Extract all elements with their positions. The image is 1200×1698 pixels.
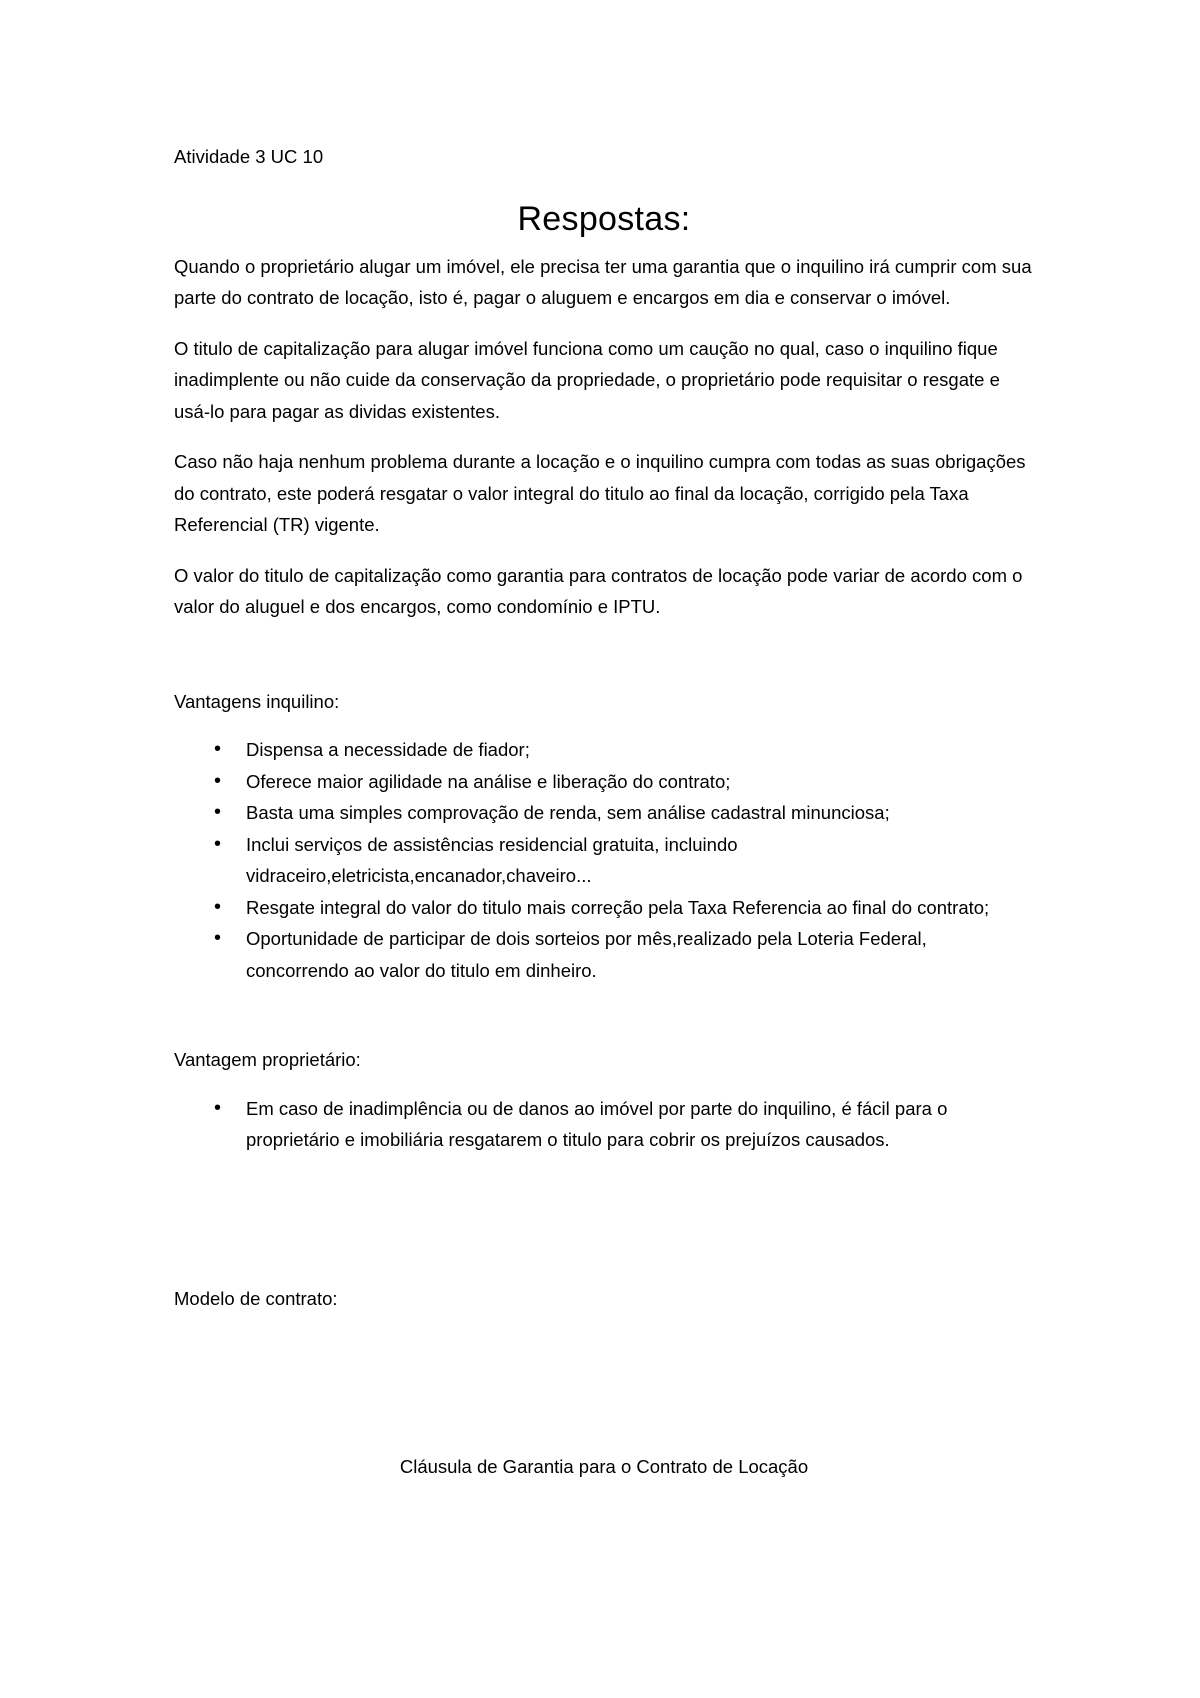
tenant-advantages-list xyxy=(174,734,1034,986)
paragraph-value: O valor do titulo de capitalização como garantia para contratos de locação pode variar de acordo com o valor do aluguel e dos encargos, como condomínio e IPTU. xyxy=(174,564,1023,617)
list-item-text: Em caso de inadimplência ou de danos ao imóvel por parte do inquilino, é fácil para o proprietário e imobiliária resgatarem o titulo para cobrir os prejuízos causados. xyxy=(246,1097,948,1150)
paragraph-guarantee: Quando o proprietário alugar um imóvel, ele precisa ter uma garantia que o inquilino irá cumprir com sua parte do contrato de locação, isto é, pagar o aluguem e encargos em dia e conservar o imóvel. xyxy=(174,255,1032,308)
paragraph-capitalization-title: O titulo de capitalização para alugar imóvel funciona como um caução no qual, caso o inquilino fique inadimplente ou não cuide da conservação da propriedade, o proprietário pode requisitar o resgate e usá-lo para pagar as dividas existentes. xyxy=(174,337,1000,422)
bullet-icon: • xyxy=(214,895,222,918)
list-item-text: Basta uma simples comprovação de renda, sem análise cadastral minunciosa; xyxy=(246,802,890,823)
spacer xyxy=(174,986,1034,1044)
list-item xyxy=(174,1093,1034,1156)
list-item-text: Inclui serviços de assistências residencial gratuita, incluindo vidraceiro,eletricista,encanador,chaveiro... xyxy=(246,833,738,886)
list-item xyxy=(174,797,1034,829)
list-item xyxy=(174,892,1034,924)
bullet-icon: • xyxy=(214,927,222,949)
bullet-icon: • xyxy=(214,1096,222,1119)
owner-advantage-heading: Vantagem proprietário: xyxy=(174,1049,361,1070)
page-title: Respostas: xyxy=(517,199,691,238)
owner-advantage-list xyxy=(174,1093,1034,1156)
bullet-icon: • xyxy=(214,832,222,855)
contract-model-heading: Modelo de contrato: xyxy=(174,1287,338,1309)
clause-title: Cláusula de Garantia para o Contrato de Locação xyxy=(399,1456,809,1477)
bullet-icon: • xyxy=(214,769,222,792)
list-item-text: Oportunidade de participar de dois sorteios por mês,realizado pela Loteria Federal, concorrendo ao valor do titulo em dinheiro. xyxy=(246,928,927,981)
tenant-advantages-heading: Vantagens inquilino: xyxy=(174,690,340,712)
list-item xyxy=(174,829,1034,892)
paragraph-redemption: Caso não haja nenhum problema durante a locação e o inquilino cumpra com todas as suas obrigações do contrato, este poderá resgatar o valor integral do titulo ao final da locação, corrigido pela Taxa Referencial (TR) vigente. xyxy=(174,451,1026,535)
activity-header: Atividade 3 UC 10 xyxy=(174,146,324,167)
bullet-icon: • xyxy=(214,738,222,760)
spacer xyxy=(174,642,1034,686)
list-item-text: Dispensa a necessidade de fiador; xyxy=(246,739,530,760)
list-item-text: Resgate integral do valor do titulo mais correção pela Taxa Referencia ao final do contrato; xyxy=(246,896,990,918)
list-item xyxy=(174,766,1034,798)
bullet-icon: • xyxy=(214,801,222,823)
document-body xyxy=(174,141,1034,1483)
list-item xyxy=(174,734,1034,766)
list-item xyxy=(174,923,1034,986)
list-item-text: Oferece maior agilidade na análise e liberação do contrato; xyxy=(246,770,731,792)
spacer xyxy=(174,1156,1034,1283)
spacer xyxy=(174,1331,1034,1451)
